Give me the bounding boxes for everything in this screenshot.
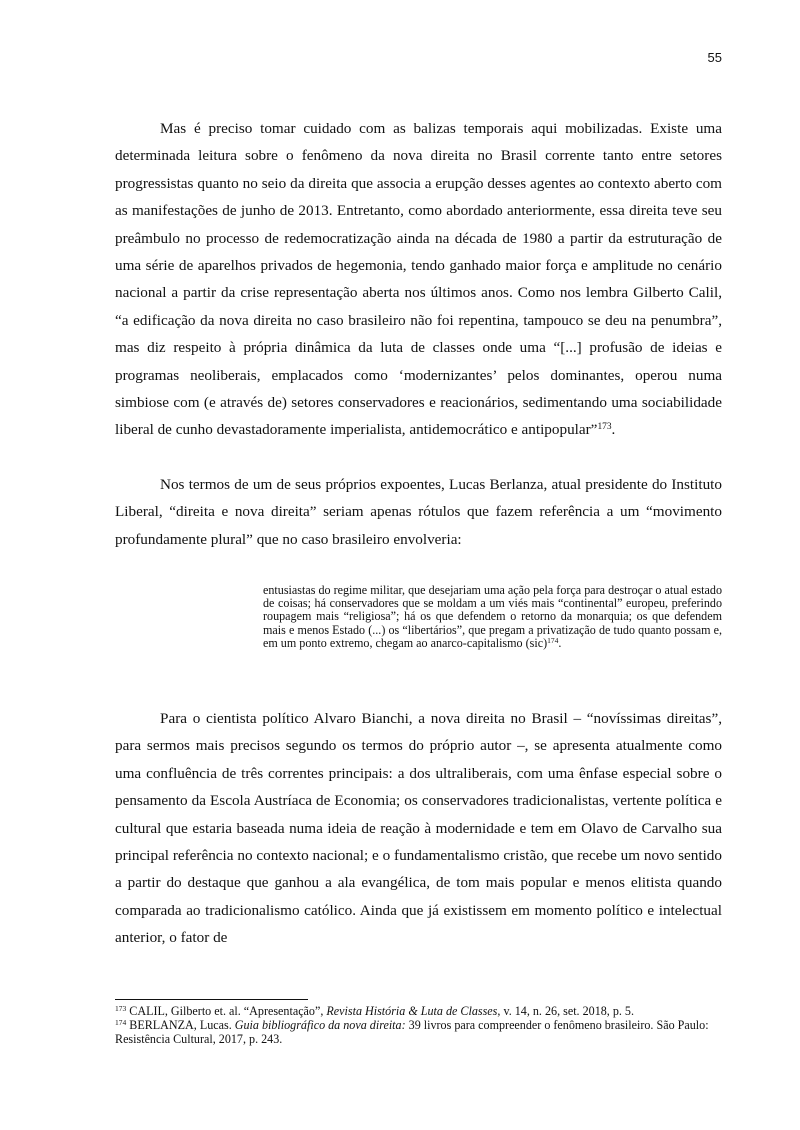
paragraph-2	[115, 471, 722, 553]
footnote-title: Revista História & Luta de Classes	[326, 1004, 498, 1018]
footnote-ref-173: 173	[597, 422, 612, 433]
page-number: 55	[707, 50, 722, 65]
paragraph-2-text: Nos termos de um de seus próprios expoentes, Lucas Berlanza, atual presidente do Instituto Liberal, “direita e nova direita” seriam apenas rótulos que fazem referência a um “movimento profundamente plural” que no caso brasileiro envolveria:	[115, 476, 722, 548]
paragraph-1-end: .	[611, 421, 616, 439]
block-quote	[263, 584, 722, 650]
footnote-number: 173	[115, 1003, 127, 1013]
paragraph-3-text: Para o cientista político Alvaro Bianchi, a nova direita no Brasil – “novíssimas direitas”, para sermos mais precisos segundo os termos do próprio autor –, se apresenta atualmente como uma confluência de três correntes principais: a dos ultraliberais, com uma ênfase especial sobre o pensamento da Escola Austríaca de Economia; os conservadores tradicionalistas, vertente política e cultural que estaria baseada numa ideia de reação à modernidade e tem em Olavo de Carvalho sua principal referência no contexto nacional; e o fundamentalismo cristão, que recebe um novo sentido a partir do destaque que ganhou a ala evangélica, de tom mais popular e menos elitista quando comparada ao tradicionalismo católico. Ainda que já existissem em momento político e intelectual anterior, o fator de	[115, 710, 722, 947]
footnote-text: BERLANZA, Lucas.	[126, 1018, 235, 1032]
paragraph-3	[115, 705, 722, 952]
footnote-ref-174: 174	[547, 635, 559, 645]
footnote-title: Guia bibliográfico da nova direita:	[234, 1018, 406, 1032]
footnote-text-end: , v. 14, n. 26, set. 2018, p. 5.	[497, 1004, 634, 1018]
footnote-text-end: 39 livros para compreender o fenômeno brasileiro. São Paulo: Resistência Cultural, 2017, p. 243.	[115, 1018, 709, 1046]
paragraph-1-text: Mas é preciso tomar cuidado com as balizas temporais aqui mobilizadas. Existe uma determinada leitura sobre o fenômeno da nova direita no Brasil corrente tanto entre setores progressistas quanto no seio da direita que associa a erupção desses agentes ao contexto aberto com as manifestações de junho de 2013. Entretanto, como abordado anteriormente, essa direita teve seu preâmbulo no processo de redemocratização ainda na década de 1980 a partir da estruturação de uma série de aparelhos privados de hegemonia, tendo ganhado maior força e amplitude no cenário nacional a partir da crise representação aberta nos últimos anos. Como nos lembra Gilberto Calil, “a edificação da nova direita no caso brasileiro não foi repentina, tampouco se deu na penumbra”, mas diz respeito à própria dinâmica da luta de classes onde uma “[...] profusão de ideias e programas neoliberais, emplacados como ‘modernizantes’ pelos dominantes, operou numa simbiose com (e através de) setores conservadores e reacionários, sedimentando uma sociabilidade liberal de cunho devastadoramente imperialista, antidemocrático e antipopular”	[115, 120, 722, 439]
paragraph-1	[115, 115, 722, 444]
footnote-number: 174	[115, 1017, 127, 1027]
footnote-173	[115, 1005, 727, 1019]
block-quote-text: entusiastas do regime militar, que desejariam uma ação pela força para destroçar o atual estado de coisas; há conservadores que se moldam a um viés mais “continental” europeu, preferindo roupagem mais “religiosa”; há os que defendem o retorno da monarquia; os que defendem mais e menos Estado (...) os “libertários”, que pregam a privatização de tudo quanto possam e, em um ponto extremo, chegam ao anarco-capitalismo (sic)	[263, 583, 722, 650]
footnote-separator	[115, 999, 308, 1000]
block-quote-end: .	[558, 635, 562, 650]
footnote-text: CALIL, Gilberto et. al. “Apresentação”,	[126, 1004, 327, 1018]
footnote-174	[115, 1019, 727, 1046]
